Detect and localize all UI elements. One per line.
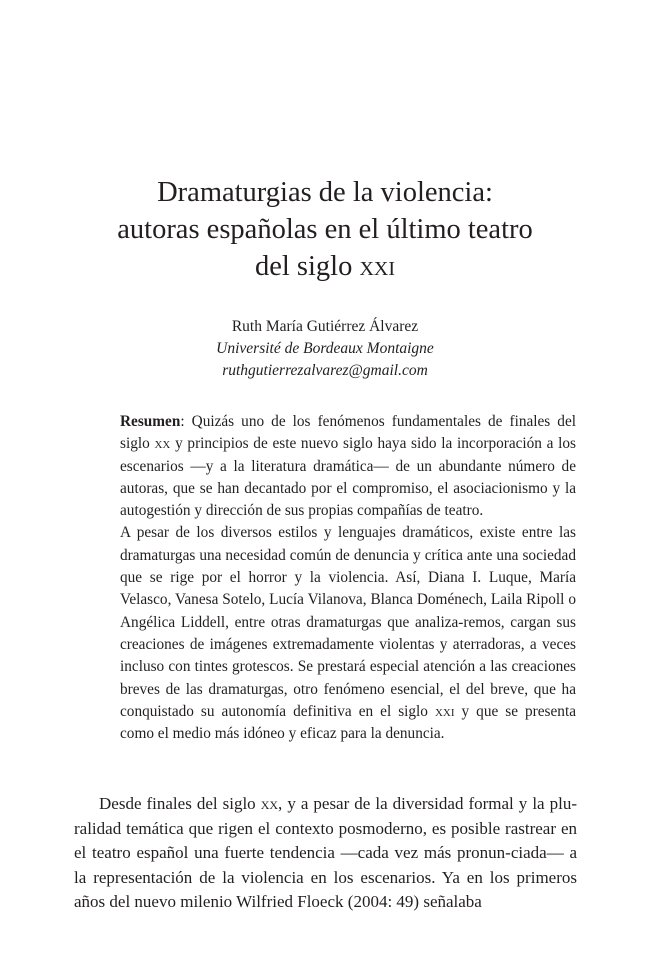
article-title xyxy=(60,174,590,285)
title-line-3-prefix: del siglo xyxy=(254,251,360,282)
author-email[interactable]: ruthgutierrezalvarez@gmail.com xyxy=(222,362,428,379)
abstract-p2-century: xxi xyxy=(434,702,455,720)
body-text xyxy=(74,792,577,915)
abstract-p2-text-a: A pesar de los diversos estilos y lenguajes dramáticos, existe entre las dramaturgas una necesidad común de denuncia y crítica ante una sociedad que se rige por el horror y la violencia. Así, Diana I. Luque, María Velasco, Vanesa Sotelo, Lucía Vilanova, Blanca Doménech, Laila Ripoll o Angélica Liddell, entre otras dramaturgas que analiza-remos, cargan sus creaciones de imágenes extremadamente violentas y aterradoras, a veces incluso con tintes grotescos. Se prestará especial atención a las creaciones breves de las dramaturgas, otro fenómeno esencial, el del breve, que ha conquistado su autonomía definitiva en el siglo xyxy=(120,524,576,720)
abstract-p2-text-b: y que se presenta como el medio más idóneo y eficaz para la denuncia. xyxy=(120,702,576,743)
title-century: xxi xyxy=(359,251,396,282)
title-line-1: Dramaturgias de la violencia: xyxy=(157,177,493,208)
title-line-3 xyxy=(60,248,590,285)
abstract-label: Resumen xyxy=(120,413,181,430)
body-p1-text-a: Desde finales del siglo xyxy=(99,794,261,813)
body-paragraph-1 xyxy=(74,792,577,915)
author-name: Ruth María Gutiérrez Álvarez xyxy=(231,318,419,335)
abstract-p1-century: xx xyxy=(154,435,171,453)
abstract-paragraph-2 xyxy=(120,522,576,745)
author-block xyxy=(100,316,550,382)
abstract-p1-text-a: : Quizás uno de los fenómenos fundamentales de finales del siglo xyxy=(120,413,576,453)
abstract xyxy=(120,411,576,745)
author-affiliation: Université de Bordeaux Montaigne xyxy=(216,340,434,357)
abstract-p1-text-b: y principios de este nuevo siglo haya sido la incorporación a los escenarios —y a la literatura dramática— de un abundante número de autoras, que se han decantado por el compromiso, el asociacionismo y la autogestión y dirección de sus propias compañías de teatro. xyxy=(120,435,577,520)
body-p1-century: xx xyxy=(260,794,279,813)
abstract-paragraph-1 xyxy=(120,411,576,522)
title-line-2: autoras españolas en el último teatro xyxy=(117,214,533,245)
body-p1-text-b: , y a pesar de la diversidad formal y la plu-ralidad temática que rigen el contexto posmoderno, es posible rastrear en el teatro español una fuerte tendencia —cada vez más pronun-ciada— a la representación de la violencia en los escenarios. Ya en los primeros años del nuevo milenio Wilfried Floeck (2004: 49) señalaba xyxy=(74,794,577,912)
